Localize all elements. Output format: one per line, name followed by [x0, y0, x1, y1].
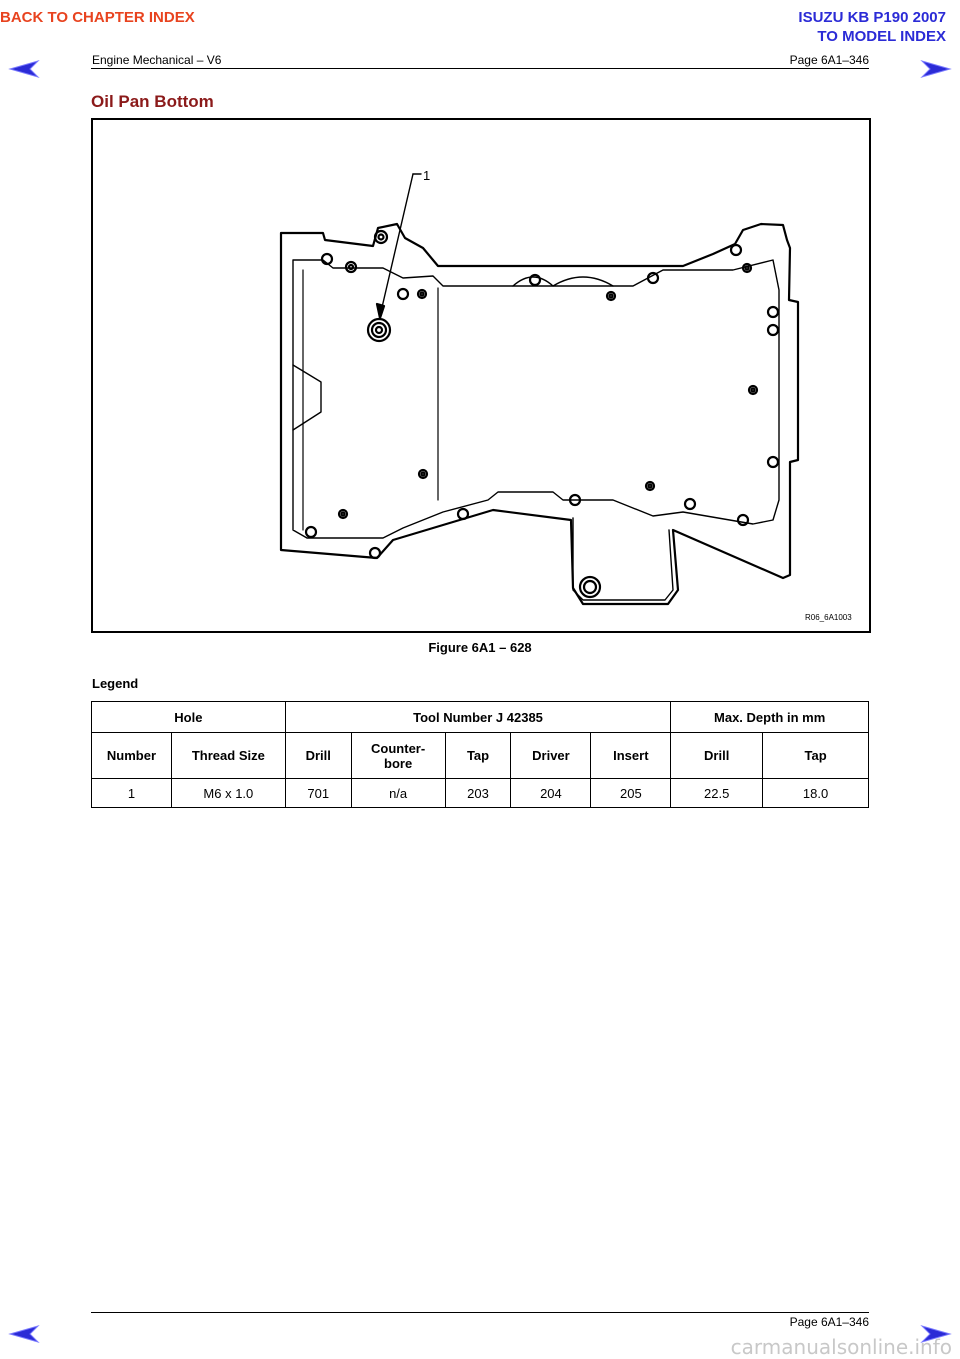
figure-callout-label: 1 [423, 168, 431, 183]
cell-insert: 205 [591, 779, 671, 808]
group-header-depth: Max. Depth in mm [671, 702, 869, 733]
watermark: carmanualsonline.info [730, 1335, 952, 1359]
col-header-tap: Tap [445, 733, 511, 779]
header-rule [91, 68, 869, 69]
cell-drill: 701 [285, 779, 351, 808]
cell-thread-size: M6 x 1.0 [171, 779, 285, 808]
cell-driver: 204 [511, 779, 591, 808]
group-header-hole: Hole [92, 702, 286, 733]
col-header-drill: Drill [285, 733, 351, 779]
col-header-driver: Driver [511, 733, 591, 779]
footer-rule [91, 1312, 869, 1313]
cell-tap: 203 [445, 779, 511, 808]
back-to-chapter-index-link[interactable]: BACK TO CHAPTER INDEX [0, 9, 195, 26]
footer-page-number: Page 6A1–346 [789, 1315, 869, 1329]
spec-table [91, 701, 869, 808]
section-title: Oil Pan Bottom [91, 92, 214, 111]
table-row [92, 779, 869, 808]
right-arrow-icon[interactable] [920, 58, 952, 80]
figure-reference: R06_6A1003 [805, 613, 852, 622]
col-header-depth-tap: Tap [763, 733, 869, 779]
col-header-number: Number [92, 733, 172, 779]
header-page-number: Page 6A1–346 [789, 53, 869, 67]
cell-number: 1 [92, 779, 172, 808]
table-group-header-row [92, 702, 869, 733]
col-header-insert: Insert [591, 733, 671, 779]
model-title-link[interactable]: ISUZU KB P190 2007 [798, 9, 946, 26]
to-model-index-link[interactable]: TO MODEL INDEX [817, 28, 946, 45]
figure-caption: Figure 6A1 – 628 [428, 640, 532, 655]
cell-counterbore: n/a [351, 779, 445, 808]
table-column-header-row [92, 733, 869, 779]
group-header-tool: Tool Number J 42385 [285, 702, 671, 733]
left-arrow-icon[interactable] [8, 58, 40, 80]
col-header-counterbore [351, 733, 445, 779]
cell-depth-drill: 22.5 [671, 779, 763, 808]
cell-depth-tap: 18.0 [763, 779, 869, 808]
figure-frame [91, 118, 871, 633]
col-header-depth-drill: Drill [671, 733, 763, 779]
left-arrow-icon[interactable] [8, 1323, 40, 1345]
col-header-counterbore-line1: Counter- [371, 740, 426, 756]
legend-label: Legend [92, 676, 139, 691]
col-header-counterbore-line2: bore [384, 755, 413, 771]
header-chapter-title: Engine Mechanical – V6 [92, 53, 222, 67]
col-header-thread-size: Thread Size [171, 733, 285, 779]
oil-pan-drawing [93, 120, 869, 631]
